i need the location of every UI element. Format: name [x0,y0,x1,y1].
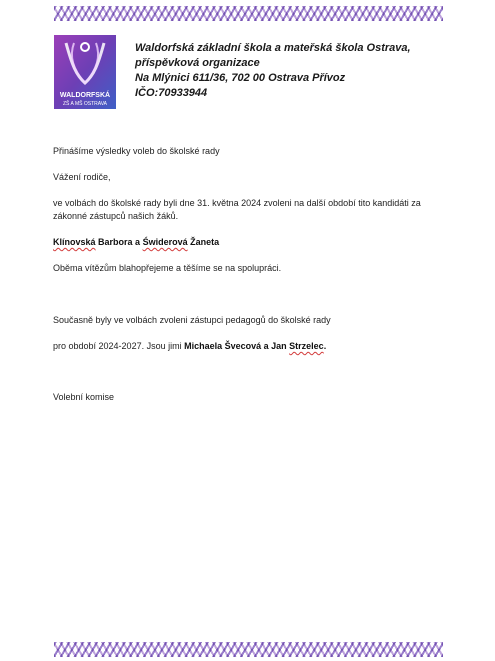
letterhead [135,41,455,101]
letterhead-line-4: IČO:70933944 [135,87,208,99]
teacher-names: Michaela Švecová a Jan [184,341,290,351]
elected-name-2: Świderová [142,237,188,247]
greeting: Vážení rodiče, [53,172,111,182]
teacher-end: . [323,341,327,351]
teacher-surname: Strzelec [289,341,324,351]
decorative-bottom-band [54,642,443,657]
logo-text-top: WALDORFSKÁ [59,92,111,99]
intro-line: Přinášíme výsledky voleb do školské rady [53,146,220,156]
school-logo [54,35,116,109]
elected-name-1: Klínovská [53,237,96,247]
congratulations: Oběma vítězům blahopřejeme a těšíme se na spolupráci. [53,263,282,273]
teachers-line [53,340,433,353]
letterhead-line-3: Na Mlýnici 611/36, 702 00 Ostrava Přívoz [135,72,346,84]
teachers-period: pro období 2024-2027. Jsou jimi [53,341,185,351]
logo-text-bottom: ZŠ A MŠ OSTRAVA [63,101,107,107]
signature: Volební komise [53,392,115,402]
elected-name-2-first: Žaneta [187,237,220,247]
letterhead-line-2: příspěvková organizace [135,57,260,69]
elected-name-1-first: Barbora a [95,237,143,247]
decorative-top-band [54,6,443,21]
teachers-intro: Současně byly ve volbách zvoleni zástupci pedagogů do školské rady [53,315,331,325]
letterhead-line-1: Waldorfská základní škola a mateřská škola Ostrava, [135,42,411,54]
paragraph-elections: ve volbách do školské rady byli dne 31. května 2024 zvoleni na další období tito kandidáti za zákonné zástupců našich žáků. [53,198,421,221]
elected-parents [53,236,433,249]
